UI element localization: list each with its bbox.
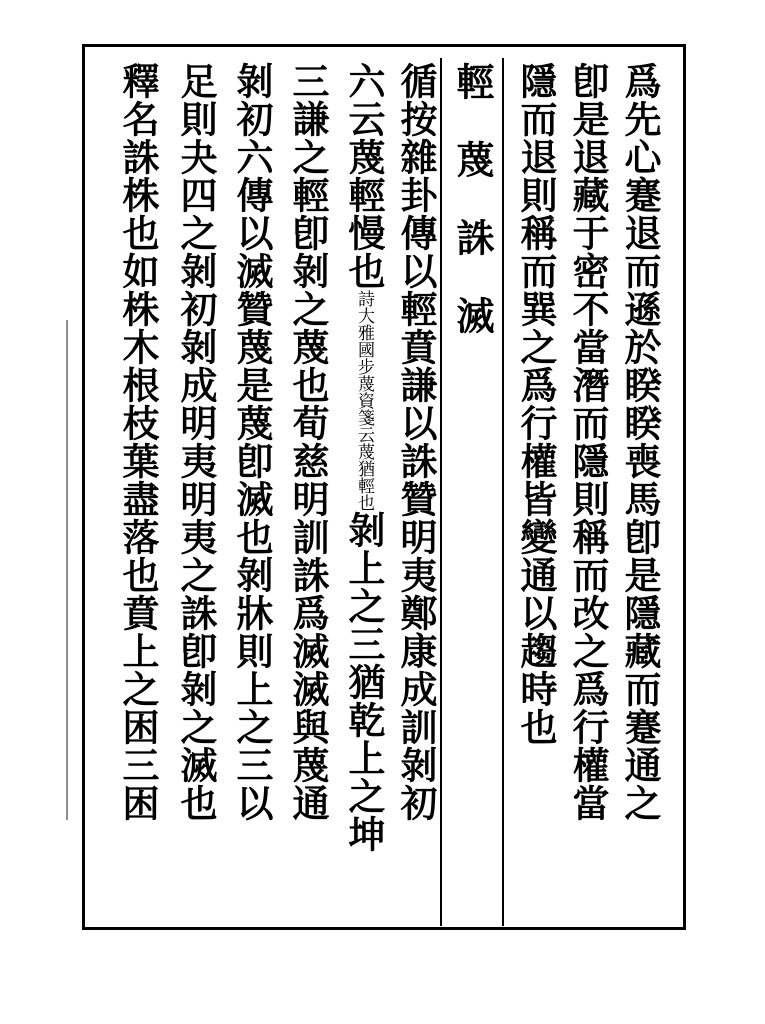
column-divider-left — [440, 58, 442, 926]
binding-edge — [66, 320, 80, 820]
text-column-8: 剝初六傳以滅贊蔑是蔑卽滅也剝牀則上之三以 — [230, 62, 274, 822]
text-column-5: 循按雜卦傳以輕賁謙以誅贊明夷鄭康成訓剝初 — [394, 62, 438, 822]
text-column-6-rest: 剝上之三猶乾上之坤 — [342, 511, 386, 853]
text-column-7: 三謙之輕卽剝之蔑也荀慈明訓誅爲滅滅與蔑通 — [286, 62, 330, 822]
text-column-6-main: 六云蔑輕慢也 — [342, 62, 386, 290]
section-heading: 輕 蔑 誅 滅 — [450, 62, 495, 335]
interlinear-note: 詩大雅國步蔑資箋云蔑猶輕也 — [354, 290, 374, 511]
text-column-6 — [344, 62, 384, 922]
column-divider-right — [502, 58, 504, 926]
text-column-1: 爲先心蹇退而遜於睽睽喪馬卽是隱藏而蹇通之 — [618, 62, 662, 822]
text-column-9: 足則夬四之剝初剝成明夷明夷之誅卽剝之滅也 — [174, 62, 218, 822]
text-column-10: 釋名誅株也如株木根枝葉盡落也賁上之困三困 — [116, 62, 160, 822]
text-column-2: 卽是退藏于密不當潛而隱則稱而改之爲行權當 — [566, 62, 610, 822]
text-column-3: 隱而退則稱而巽之爲行權皆變通以趨時也 — [514, 62, 558, 746]
